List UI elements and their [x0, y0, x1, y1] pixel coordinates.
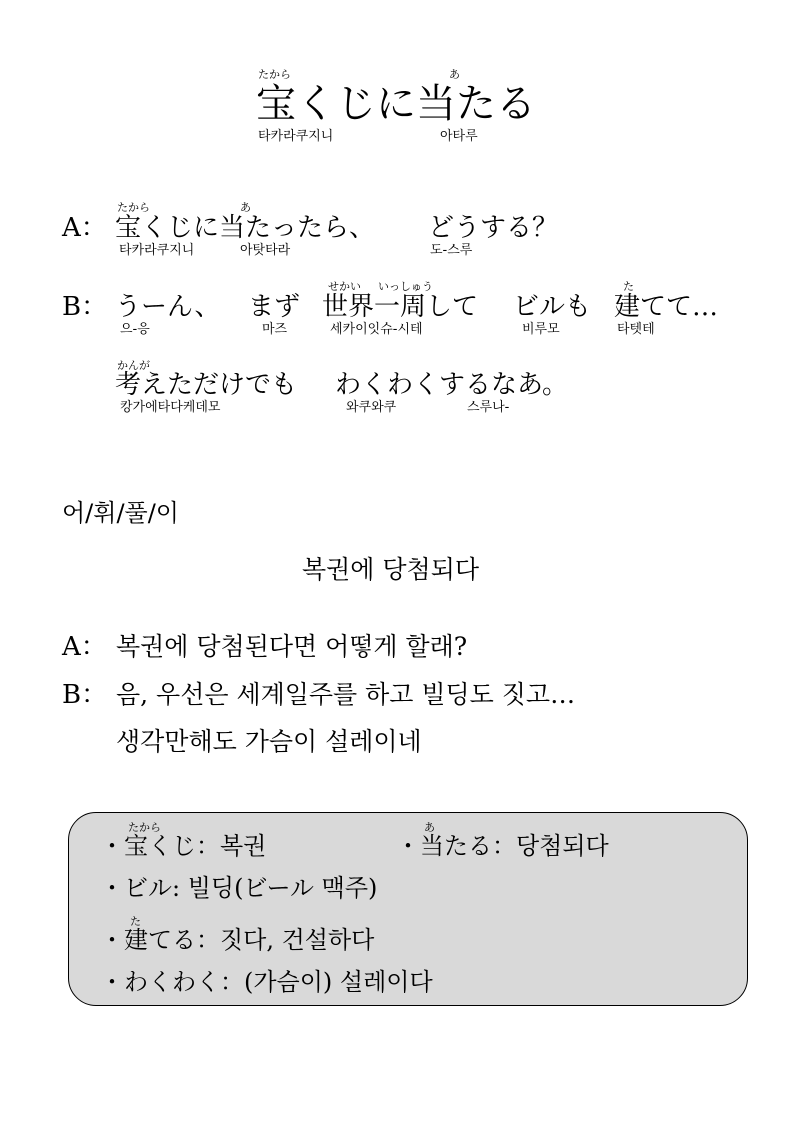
dialog-a-text-2: どうする？ — [428, 213, 559, 243]
dialog-b-text-1: うーん、 — [115, 292, 221, 322]
glossary-item-ataru: ・当たる：당첨되다 — [396, 832, 609, 860]
title-reading-2: 아타루 — [440, 129, 478, 144]
dialog-b-text-4: ビルも — [513, 292, 592, 322]
dialog-c-reading-2: 와쿠와쿠 — [346, 400, 397, 415]
dialog-b-reading-2: 마즈 — [262, 322, 288, 337]
dialog-b-text-3: 世界一周して — [322, 292, 479, 322]
glossary-item-biru: ・ビル: 빌딩(ビール 맥주) — [100, 874, 378, 902]
glossary-item-takarakuji: ・宝くじ：복권 — [100, 832, 267, 860]
glossary-ruby-takara: たから — [128, 821, 161, 834]
dialog-a-ruby-2: あ — [240, 201, 251, 214]
dialog-b-label: B： — [62, 292, 108, 322]
glossary-ruby-ta: た — [130, 915, 141, 928]
dialog-c-ruby: かんが — [117, 359, 150, 372]
dialog-b-reading-3: 세카이잇슈-시테 — [330, 322, 423, 337]
ko-dialog-a-text: 복권에 당첨된다면 어떻게 할래? — [116, 632, 468, 661]
dialog-b-ruby-sekai: せかい — [328, 280, 361, 293]
dialog-a-reading-1: 타카라쿠지니 — [119, 243, 195, 258]
glossary-ruby-a: あ — [424, 821, 435, 834]
title-ruby-takara: たから — [258, 68, 291, 81]
dialog-a-text-1: 宝くじに当たったら、 — [115, 213, 376, 243]
dialog-b-reading-4: 비루모 — [522, 322, 560, 337]
dialog-a-ruby-1: たから — [117, 201, 150, 214]
page-title: 宝くじに当たる — [256, 81, 536, 127]
dialog-c-text-2: わくわくするなあ。 — [335, 370, 568, 400]
dialog-c-text-1: 考えただけでも — [115, 370, 298, 400]
dialog-b-ruby-isshuu: いっしゅう — [378, 280, 433, 293]
dialog-b-reading-1: 으-응 — [120, 322, 150, 337]
ko-dialog-b-text: 음, 우선은 세계일주를 하고 빌딩도 짓고… — [116, 680, 576, 709]
glossary-item-wakuwaku: ・わくわく：(가슴이) 설레이다 — [100, 968, 433, 996]
glossary-item-tateru: ・建てる：짓다, 건설하다 — [100, 926, 375, 954]
dialog-a-label: A： — [62, 213, 107, 243]
dialog-a-reading-3: 도-스루 — [430, 243, 473, 258]
dialog-b-text-2: まず — [248, 292, 301, 322]
title-reading-1: 타카라쿠지니 — [258, 129, 334, 144]
ko-dialog-a-label: A： — [62, 632, 107, 662]
korean-title: 복권에 당첨되다 — [302, 555, 479, 584]
dialog-c-reading-3: 스루나- — [467, 400, 510, 415]
title-ruby-a: あ — [449, 68, 460, 81]
ko-dialog-b-label: B： — [62, 680, 108, 710]
dialog-b-text-5: 建てて… — [614, 292, 719, 322]
dialog-b-ruby-ta: た — [623, 280, 634, 293]
vocab-heading: 어/휘/풀/이 — [62, 499, 179, 527]
dialog-b-reading-5: 타텟테 — [617, 322, 655, 337]
dialog-a-reading-2: 아탓타라 — [240, 243, 291, 258]
ko-dialog-c-text: 생각만해도 가슴이 설레이네 — [116, 727, 422, 756]
dialog-c-reading-1: 캉가에타다케데모 — [120, 400, 221, 415]
